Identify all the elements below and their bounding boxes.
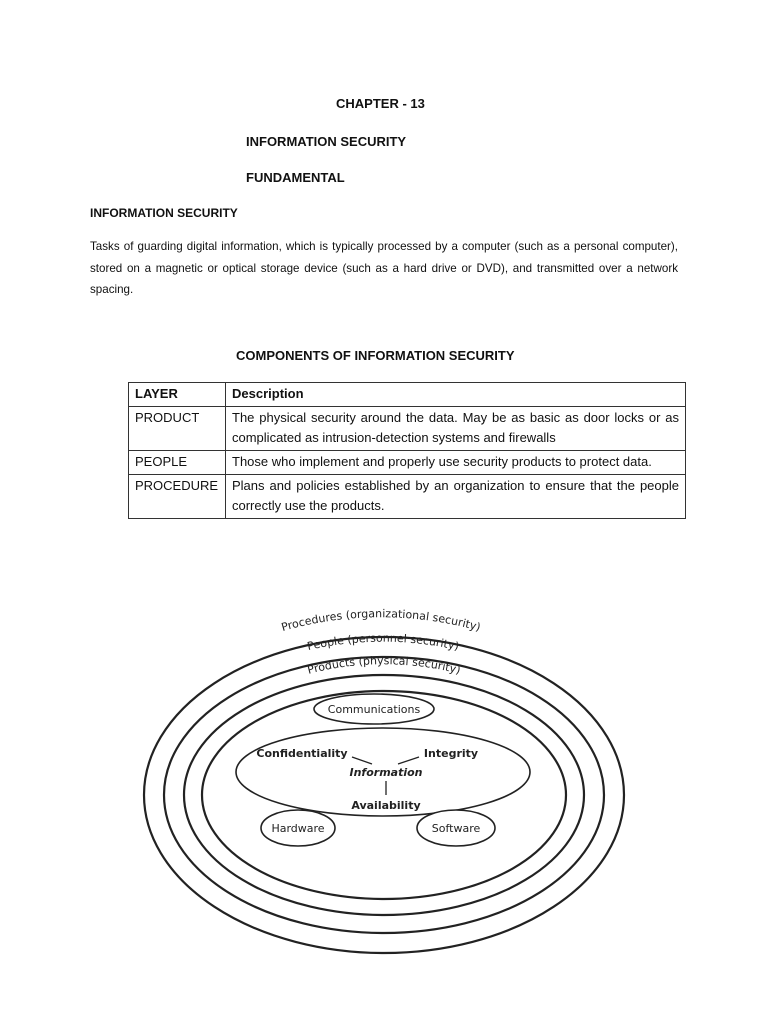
table-header-row bbox=[129, 383, 686, 407]
ring-label-products: Products (physical security) bbox=[306, 654, 462, 677]
layers-table bbox=[128, 382, 686, 519]
table-row bbox=[129, 475, 686, 519]
security-layers-diagram bbox=[0, 585, 768, 960]
table-cell-description: Those who implement and properly use security products to protect data. bbox=[226, 451, 686, 475]
table-cell-layer: PRODUCT bbox=[129, 407, 226, 451]
connector-integrity bbox=[398, 757, 419, 764]
chapter-title-line1: INFORMATION SECURITY bbox=[246, 134, 407, 149]
information-label: Information bbox=[349, 766, 423, 779]
table-row bbox=[129, 451, 686, 475]
table-cell-layer: PROCEDURE bbox=[129, 475, 226, 519]
confidentiality-label: Confidentiality bbox=[256, 747, 348, 760]
connector-confidentiality bbox=[352, 757, 372, 764]
communications-label: Communications bbox=[327, 703, 421, 716]
table-header-layer: LAYER bbox=[129, 383, 226, 407]
software-label: Software bbox=[431, 822, 481, 835]
section-heading: INFORMATION SECURITY bbox=[90, 206, 238, 220]
procedures-ring bbox=[144, 637, 624, 953]
components-heading: COMPONENTS OF INFORMATION SECURITY bbox=[236, 348, 515, 363]
chapter-number: CHAPTER - 13 bbox=[336, 96, 425, 111]
integrity-label: Integrity bbox=[423, 747, 479, 760]
table-cell-description: Plans and policies established by an organization to ensure that the people correctly use the products. bbox=[226, 475, 686, 519]
table-row bbox=[129, 407, 686, 451]
availability-label: Availability bbox=[351, 799, 421, 812]
ring-label-people: People (personnel security) bbox=[305, 631, 461, 654]
chapter-title-line2: FUNDAMENTAL bbox=[246, 170, 345, 185]
hardware-label: Hardware bbox=[271, 822, 325, 835]
table-cell-description: The physical security around the data. May be as basic as door locks or as complicated as intrusion-detection systems and firewalls bbox=[226, 407, 686, 451]
ring-label-procedures: Procedures (organizational security) bbox=[279, 607, 483, 634]
table-header-description: Description bbox=[226, 383, 686, 407]
intro-paragraph: Tasks of guarding digital information, which is typically processed by a computer (such as a personal computer), stored on a magnetic or optical storage device (such as a hard drive or DVD), and transmitted over a network spacing. bbox=[90, 240, 678, 296]
table-cell-layer: PEOPLE bbox=[129, 451, 226, 475]
